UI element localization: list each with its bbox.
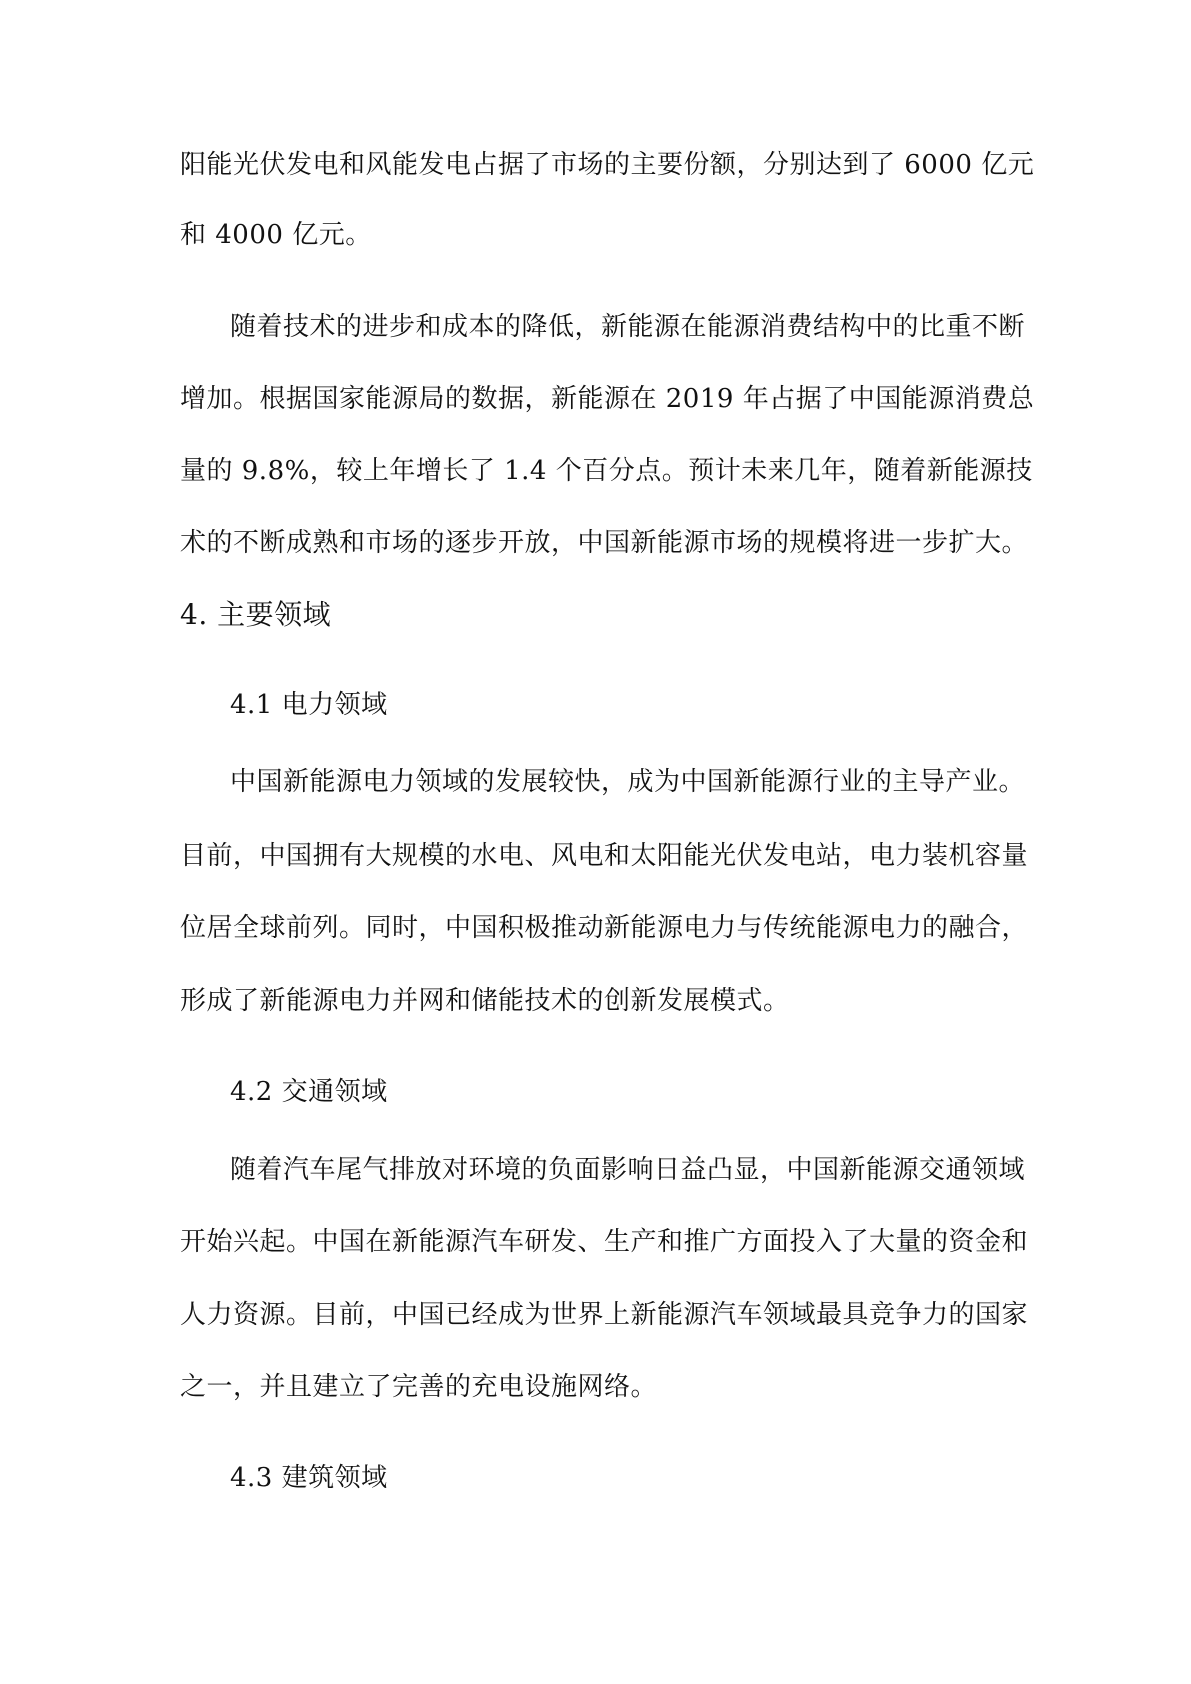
paragraph-line: 量的 9.8%，较上年增长了 1.4 个百分点。预计未来几年，随着新能源技 (180, 456, 1033, 486)
paragraph-line: 之一，并且建立了完善的充电设施网络。 (180, 1372, 658, 1402)
paragraph-line: 阳能光伏发电和风能发电占据了市场的主要份额，分别达到了 6000 亿元 (180, 150, 1035, 180)
paragraph-line: 和 4000 亿元。 (180, 220, 372, 250)
paragraph-line: 人力资源。目前，中国已经成为世界上新能源汽车领域最具竞争力的国家 (180, 1300, 1029, 1330)
paragraph-line: 目前，中国拥有大规模的水电、风电和太阳能光伏发电站，电力装机容量 (180, 841, 1029, 871)
paragraph-line: 形成了新能源电力并网和储能技术的创新发展模式。 (180, 986, 790, 1016)
paragraph-line: 中国新能源电力领域的发展较快，成为中国新能源行业的主导产业。 (230, 767, 1026, 797)
paragraph-line: 开始兴起。中国在新能源汽车研发、生产和推广方面投入了大量的资金和 (180, 1227, 1029, 1257)
paragraph-line: 随着技术的进步和成本的降低，新能源在能源消费结构中的比重不断 (230, 312, 1026, 342)
paragraph-line: 术的不断成熟和市场的逐步开放，中国新能源市场的规模将进一步扩大。 (180, 528, 1029, 558)
subsection-heading: 4.1 电力领域 (230, 690, 388, 720)
subsection-heading: 4.3 建筑领域 (230, 1463, 388, 1493)
paragraph-line: 位居全球前列。同时，中国积极推动新能源电力与传统能源电力的融合， (180, 913, 1029, 943)
paragraph-line: 随着汽车尾气排放对环境的负面影响日益凸显，中国新能源交通领域 (230, 1155, 1026, 1185)
section-heading: 4. 主要领域 (180, 598, 332, 631)
subsection-heading: 4.2 交通领域 (230, 1077, 388, 1107)
paragraph-line: 增加。根据国家能源局的数据，新能源在 2019 年占据了中国能源消费总 (180, 384, 1035, 414)
